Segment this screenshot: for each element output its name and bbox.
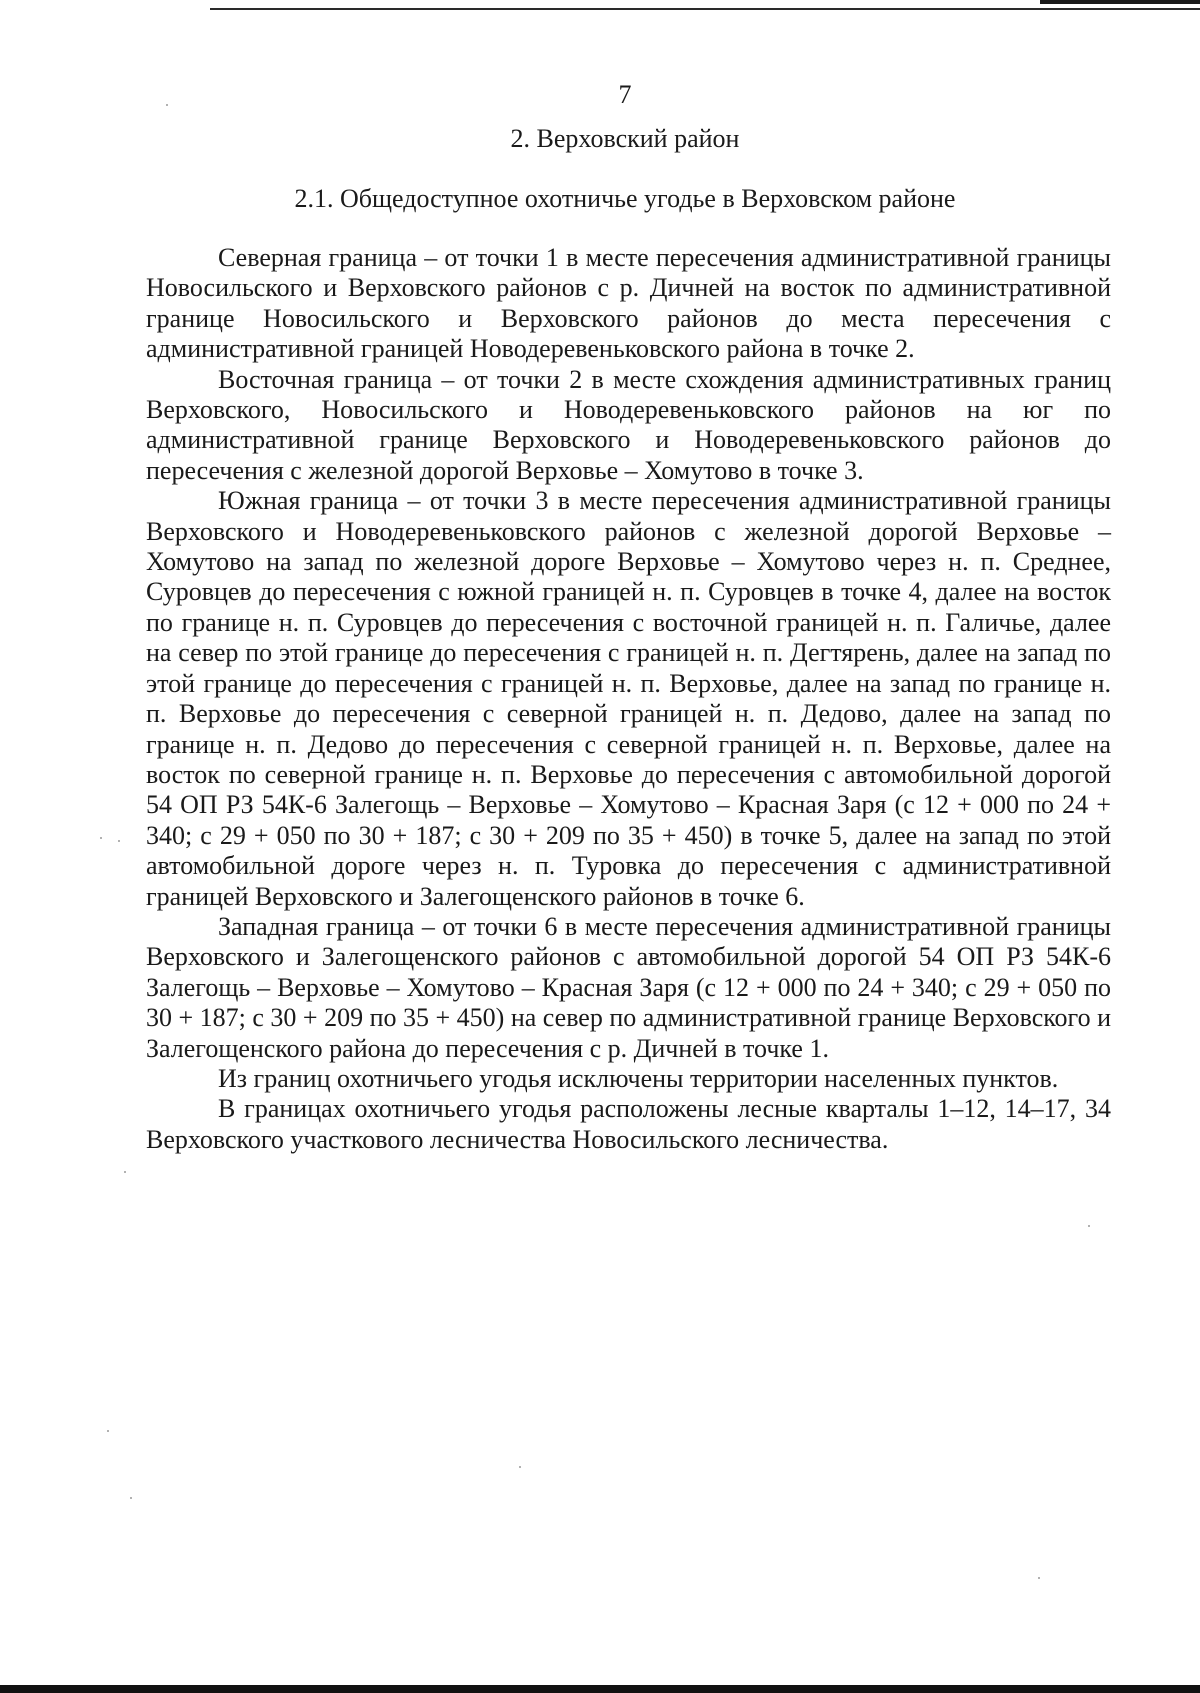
bottom-scan-edge: [0, 1685, 1200, 1693]
scan-speck: [519, 1466, 521, 1468]
scan-speck: [118, 840, 120, 842]
scan-speck: [1038, 1577, 1040, 1579]
scan-speck: [124, 1171, 126, 1173]
paragraph-forest-quarters: В границах охотничьего угодья расположены лесные кварталы 1–12, 14–17, 34 Верховского участкового лесничества Новосильского лесничества.: [146, 1094, 1111, 1154]
scan-speck: [107, 1430, 109, 1432]
scan-speck: [166, 104, 168, 106]
scan-speck: [130, 1497, 132, 1499]
document-body: [146, 243, 1111, 1155]
top-scan-edge: [1040, 0, 1200, 4]
paragraph-north-boundary: Северная граница – от точки 1 в месте пересечения административной границы Новосильского и Верховского районов с р. Дичней на восток по административной границе Новосильского и Верховского районов до места пересечения с административной границей Новодеревеньковского района в точке 2.: [146, 243, 1111, 364]
paragraph-west-boundary: Западная граница – от точки 6 в месте пересечения административной границы Верховского и Залегощенского районов с автомобильной дорогой 54 ОП РЗ 54К-6 Залегощь – Верховье – Хомутово – Красная Заря (с 12 + 000 по 24 + 340; с 29 + 050 по 30 + 187; с 30 + 209 по 35 + 450) на север по административной границе Верховского и Залегощенского района до пересечения с р. Дичней в точке 1.: [146, 911, 1111, 1063]
subsection-title: 2.1. Общедоступное охотничье угодье в Верховском районе: [294, 184, 956, 213]
scan-speck: [100, 837, 102, 839]
top-scan-rule: [210, 8, 1200, 10]
paragraph-exclusions: Из границ охотничьего угодья исключены территории населенных пунктов.: [218, 1063, 1059, 1093]
paragraph-east-boundary: Восточная граница – от точки 2 в месте схождения административных границ Верховского, Новосильского и Новодеревеньковского районов на юг по административной границе Верховского и Новодеревеньковского районов до пересечения с железной дорогой Верховье – Хомутово в точке 3.: [146, 364, 1111, 485]
page-number: 7: [618, 80, 632, 109]
paragraph-south-boundary: Южная граница – от точки 3 в месте пересечения административной границы Верховского и Новодеревеньковского районов с железной дорогой Верховье – Хомутово на запад по железной дороге Верховье – Хомутово через н. п. Среднее, Суровцев до пересечения с южной границей н. п. Суровцев в точке 4, далее на восток по границе н. п. Суровцев до пересечения с восточной границей н. п. Галичье, далее на север по этой границе до пересечения с границей н. п. Дегтярень, далее на запад по этой границе до пересечения с границей н. п. Верховье, далее на запад по границе н. п. Верховье до пересечения с северной границей н. п. Дедово, далее на запад по границе н. п. Дедово до пересечения с северной границей н. п. Верховье, далее на восток по северной границе н. п. Верховье до пересечения с автомобильной дорогой 54 ОП РЗ 54К-6 Залегощь – Верховье – Хомутово – Красная Заря (с 12 + 000 по 24 + 340; с 29 + 050 по 30 + 187; с 30 + 209 по 35 + 450) в точке 5, далее на запад по этой автомобильной дороге через н. п. Туровка до пересечения с административной границей Верховского и Залегощенского районов в точке 6.: [146, 486, 1111, 911]
section-title: 2. Верховский район: [510, 124, 740, 153]
scan-speck: [1088, 1225, 1090, 1227]
